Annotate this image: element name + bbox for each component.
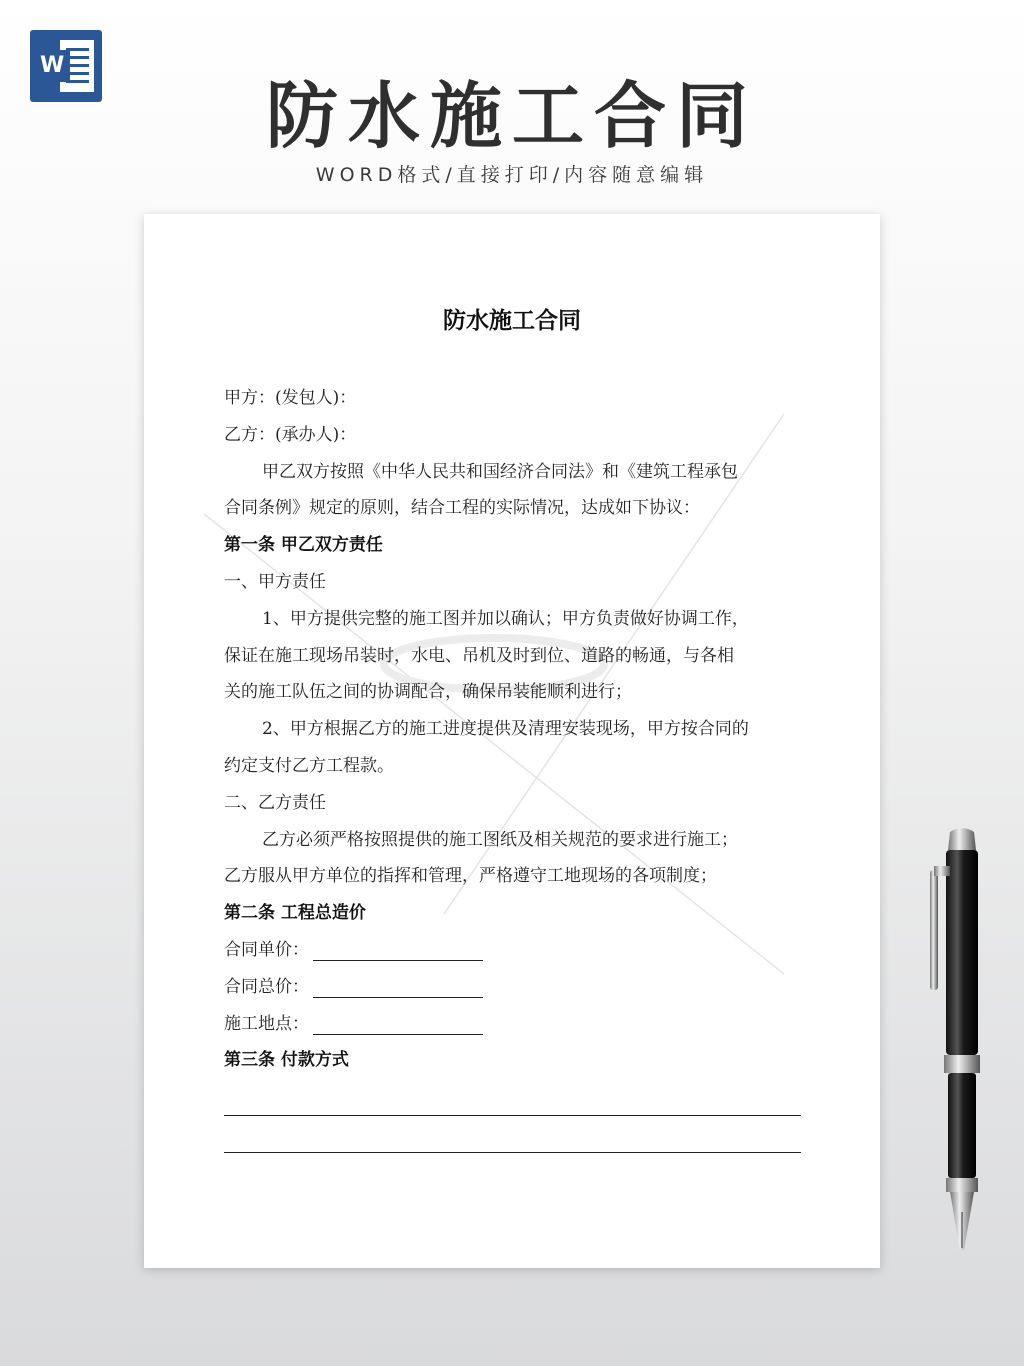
s1-item1-line2: 保证在施工现场吊装时，水电、吊机及时到位、道路的畅通，与各相 (224, 645, 734, 666)
unit-price-label: 合同单价： (224, 939, 309, 960)
location-blank[interactable] (313, 1012, 483, 1035)
s1-item2-line2: 约定支付乙方工程款。 (224, 755, 394, 776)
party-a-line: 甲方：(发包人)： (224, 388, 357, 408)
section1-title: 一、甲方责任 (224, 571, 326, 592)
total-price-label: 合同总价： (224, 976, 309, 997)
article1-title: 第一条 甲乙双方责任 (224, 535, 383, 556)
unit-price-blank[interactable] (313, 938, 483, 961)
party-b-line: 乙方：(承办人)： (224, 424, 357, 445)
document-body (224, 380, 800, 1153)
intro-line-1: 甲乙双方按照《中华人民共和国经济合同法》和《建筑工程承包 (262, 461, 738, 482)
payment-blank-line-2[interactable] (224, 1116, 800, 1153)
s2-text-line2: 乙方服从甲方单位的指挥和管理，严格遵守工地现场的各项制度； (224, 866, 717, 887)
document-page (144, 214, 880, 1268)
unit-price-row (224, 932, 800, 969)
total-price-row (224, 969, 800, 1006)
word-logo-letter: W (40, 53, 65, 78)
fountain-pen-icon (920, 820, 1000, 1260)
document-title: 防水施工合同 (443, 307, 581, 334)
location-label: 施工地点： (224, 1013, 309, 1034)
total-price-blank[interactable] (313, 975, 483, 998)
section2-title: 二、乙方责任 (224, 792, 326, 813)
intro-line-2: 合同条例》规定的原则，结合工程的实际情况，达成如下协议： (224, 498, 700, 519)
article3-title: 第三条 付款方式 (224, 1050, 349, 1071)
s2-text-line1: 乙方必须严格按照提供的施工图纸及相关规范的要求进行施工； (262, 829, 738, 850)
main-title: 防水施工合同 (265, 74, 758, 158)
location-row (224, 1006, 800, 1043)
subtitle: WORD格式/直接打印/内容随意编辑 (315, 164, 709, 186)
s1-item1-line1: 1、甲方提供完整的施工图并加以确认；甲方负责做好协调工作， (262, 608, 749, 629)
s1-item2-line1: 2、甲方根据乙方的施工进度提供及清理安装现场，甲方按合同的 (262, 719, 749, 740)
article2-title: 第二条 工程总造价 (224, 903, 366, 924)
payment-blank-line-1[interactable] (224, 1079, 800, 1116)
s1-item1-line3: 关的施工队伍之间的协调配合，确保吊装能顺利进行； (224, 682, 632, 703)
